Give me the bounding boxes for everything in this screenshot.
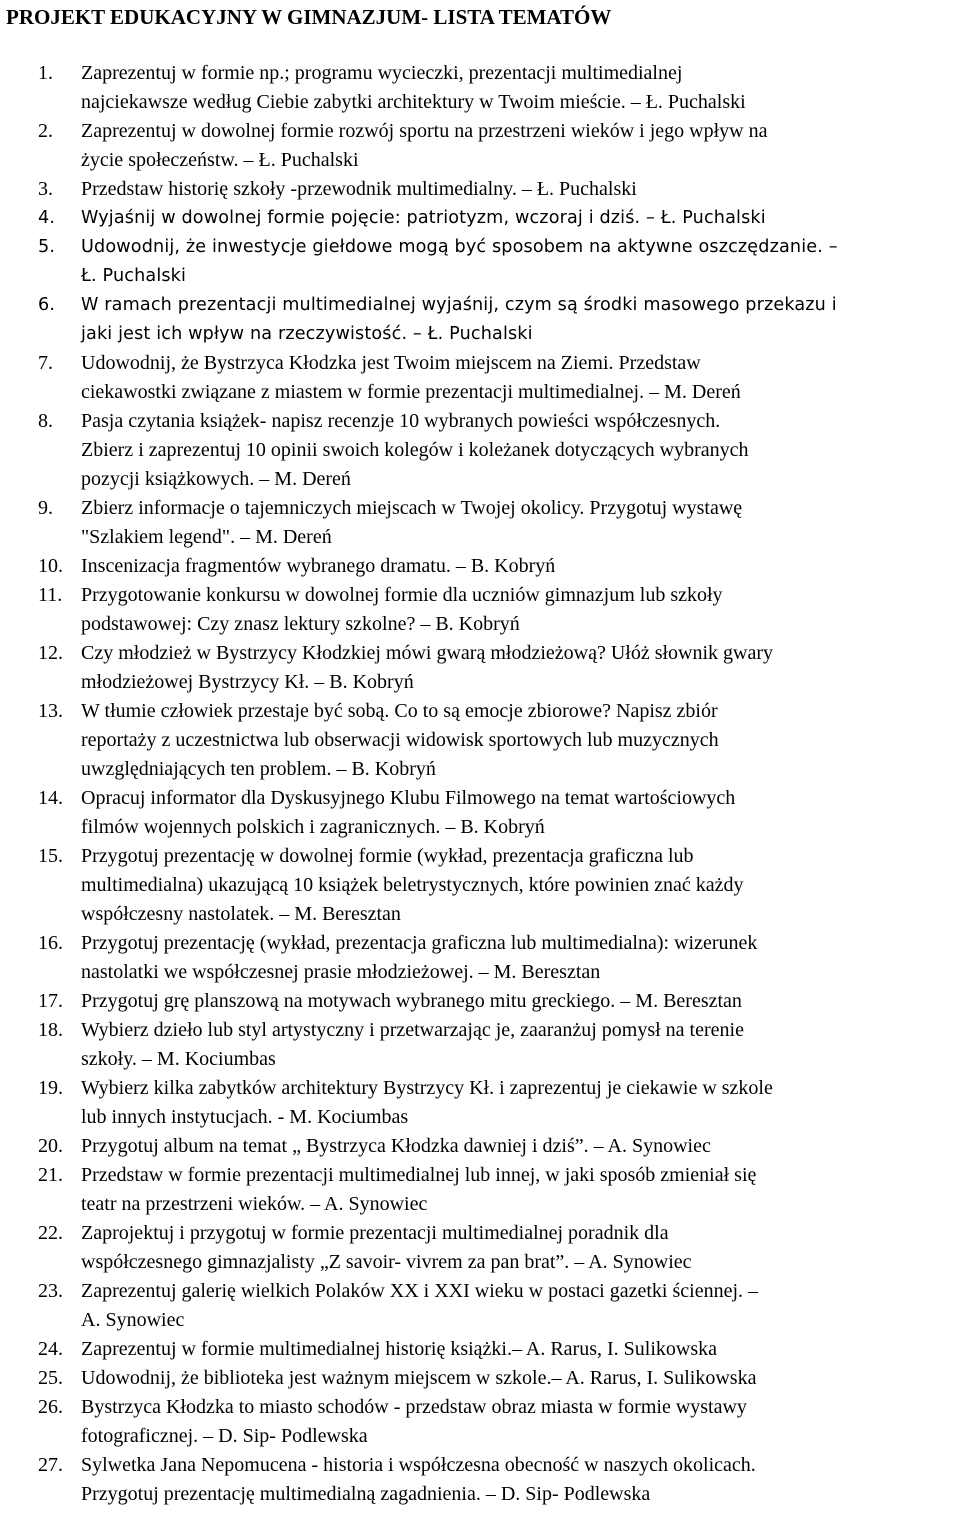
topic-number: 19. — [38, 1077, 63, 1099]
topic-number: 17. — [38, 990, 63, 1012]
topic-number: 16. — [38, 932, 63, 954]
topic-text: Przedstaw w formie prezentacji multimedialnej lub innej, w jaki sposób zmieniał się teatr na przestrzeni wieków. – A. Synowiec — [81, 1164, 757, 1215]
topic-text: Udowodnij, że Bystrzyca Kłodzka jest Twoim miejscem na Ziemi. Przedstaw ciekawostki związane z miastem w formie prezentacji multimedialnej. – M. Dereń — [81, 352, 741, 403]
topic-text: Przygotuj grę planszową na motywach wybranego mitu greckiego. – M. Beresztan — [81, 990, 742, 1012]
topic-text: Przygotuj album na temat „ Bystrzyca Kłodzka dawniej i dziś”. – A. Synowiec — [81, 1135, 711, 1157]
topic-number: 11. — [38, 584, 63, 606]
topic-number: 14. — [38, 787, 63, 809]
topic-number: 10. — [38, 555, 63, 577]
topic-number: 15. — [38, 845, 63, 867]
topic-text: Udowodnij, że inwestycje giełdowe mogą być sposobem na aktywne oszczędzanie. – Ł. Puchalski — [81, 237, 838, 286]
topic-text: Zaprezentuj w formie np.; programu wycieczki, prezentacji multimedialnej najciekawsze według Ciebie zabytki architektury w Twoim mieście. – Ł. Puchalski — [81, 62, 746, 113]
topic-number: 26. — [38, 1396, 63, 1418]
topic-text: Pasja czytania książek- napisz recenzje 10 wybranych powieści współczesnych. Zbierz i zaprezentuj 10 opinii swoich kolegów i koleżanek dotyczących wybranych pozycji książkowych. – M. Dereń — [81, 410, 749, 490]
topic-text: Przedstaw historię szkoły -przewodnik multimedialny. – Ł. Puchalski — [81, 178, 637, 200]
topic-number: 5. — [38, 237, 56, 257]
topic-text: Wybierz dzieło lub styl artystyczny i przetwarzając je, zaaranżuj pomysł na terenie szkoły. – M. Kociumbas — [81, 1019, 744, 1070]
topic-number: 2. — [38, 120, 53, 142]
topic-number: 25. — [38, 1367, 63, 1389]
topic-item — [0, 581, 960, 639]
topic-number: 27. — [38, 1454, 63, 1476]
topic-item — [0, 552, 960, 581]
topic-item — [0, 59, 960, 117]
topic-item — [0, 1335, 960, 1364]
topic-item — [0, 407, 960, 494]
topic-number: 18. — [38, 1019, 63, 1041]
topic-item — [0, 233, 960, 291]
topic-text: Zbierz informacje o tajemniczych miejscach w Twojej okolicy. Przygotuj wystawę "Szlakiem legend". – M. Dereń — [81, 497, 743, 548]
topic-number: 23. — [38, 1280, 63, 1302]
topic-item — [0, 784, 960, 842]
topic-text: Opracuj informator dla Dyskusyjnego Klubu Filmowego na temat wartościowych filmów wojennych polskich i zagranicznych. – B. Kobryń — [81, 787, 736, 838]
topic-number: 8. — [38, 410, 53, 432]
topic-item — [0, 929, 960, 987]
topic-number: 4. — [38, 208, 56, 228]
topic-item — [0, 291, 960, 349]
document-title: PROJEKT EDUKACYJNY W GIMNAZJUM- LISTA TEMATÓW — [6, 5, 612, 29]
topic-item — [0, 175, 960, 204]
topic-item — [0, 639, 960, 697]
topic-item — [0, 117, 960, 175]
topic-item — [0, 1132, 960, 1161]
topic-number: 24. — [38, 1338, 63, 1360]
topic-item — [0, 494, 960, 552]
topic-number: 21. — [38, 1164, 63, 1186]
topic-list — [0, 59, 960, 1509]
topic-text: W tłumie człowiek przestaje być sobą. Co to są emocje zbiorowe? Napisz zbiór reportaży z uczestnictwa lub obserwacji widowisk sportowych lub muzycznych uwzględniających ten problem. – B. Kobryń — [81, 700, 719, 780]
topic-number: 12. — [38, 642, 63, 664]
topic-text: W ramach prezentacji multimedialnej wyjaśnij, czym są środki masowego przekazu i jaki jest ich wpływ na rzeczywistość. – Ł. Puchalski — [81, 295, 837, 344]
topic-item — [0, 697, 960, 784]
topic-text: Przygotuj prezentację (wykład, prezentacja graficzna lub multimedialna): wizerunek nastolatki we współczesnej prasie młodzieżowej. – M. Beresztan — [81, 932, 758, 983]
topic-text: Przygotowanie konkursu w dowolnej formie dla uczniów gimnazjum lub szkoły podstawowej: Czy znasz lektury szkolne? – B. Kobryń — [81, 584, 723, 635]
topic-text: Bystrzyca Kłodzka to miasto schodów - przedstaw obraz miasta w formie wystawy fotograficznej. – D. Sip- Podlewska — [81, 1396, 747, 1447]
topic-text: Przygotuj prezentację w dowolnej formie (wykład, prezentacja graficzna lub multimedialna) ukazującą 10 książek beletrystycznych, które powinien znać każdy współczesny nastolatek. – M. Beresztan — [81, 845, 744, 925]
topic-number: 7. — [38, 352, 53, 374]
topic-text: Zaprezentuj w formie multimedialnej historię książki.– A. Rarus, I. Sulikowska — [81, 1338, 717, 1360]
topic-item — [0, 1161, 960, 1219]
topic-text: Zaprezentuj w dowolnej formie rozwój sportu na przestrzeni wieków i jego wpływ na życie społeczeństw. – Ł. Puchalski — [81, 120, 768, 171]
topic-item — [0, 204, 960, 233]
topic-item — [0, 1016, 960, 1074]
topic-item — [0, 987, 960, 1016]
topic-number: 20. — [38, 1135, 63, 1157]
topic-item — [0, 1074, 960, 1132]
topic-text: Sylwetka Jana Nepomucena - historia i współczesna obecność w naszych okolicach. Przygotuj prezentację multimedialną zagadnienia. – D. Sip- Podlewska — [81, 1454, 756, 1505]
topic-text: Zaprojektuj i przygotuj w formie prezentacji multimedialnej poradnik dla współczesnego gimnazjalisty „Z savoir- vivrem za pan brat”. – A. Synowiec — [81, 1222, 692, 1273]
topic-text: Udowodnij, że biblioteka jest ważnym miejscem w szkole.– A. Rarus, I. Sulikowska — [81, 1367, 757, 1389]
topic-number: 1. — [38, 62, 53, 84]
topic-number: 13. — [38, 700, 63, 722]
topic-number: 22. — [38, 1222, 63, 1244]
topic-item — [0, 349, 960, 407]
topic-text: Zaprezentuj galerię wielkich Polaków XX i XXI wieku w postaci gazetki ściennej. – A. Synowiec — [81, 1280, 759, 1331]
topic-item — [0, 1219, 960, 1277]
topic-number: 6. — [38, 295, 56, 315]
topic-item — [0, 1393, 960, 1451]
topic-text: Inscenizacja fragmentów wybranego dramatu. – B. Kobryń — [81, 555, 556, 577]
topic-text: Wyjaśnij w dowolnej formie pojęcie: patriotyzm, wczoraj i dziś. – Ł. Puchalski — [81, 208, 766, 228]
topic-item — [0, 1277, 960, 1335]
topic-number: 9. — [38, 497, 53, 519]
topic-item — [0, 1364, 960, 1393]
topic-number: 3. — [38, 178, 53, 200]
topic-text: Czy młodzież w Bystrzycy Kłodzkiej mówi gwarą młodzieżową? Ułóż słownik gwary młodzieżowej Bystrzycy Kł. – B. Kobryń — [81, 642, 774, 693]
topic-item — [0, 842, 960, 929]
topic-text: Wybierz kilka zabytków architektury Bystrzycy Kł. i zaprezentuj je ciekawie w szkole lub innych instytucjach. - M. Kociumbas — [81, 1077, 773, 1128]
topic-item — [0, 1451, 960, 1509]
